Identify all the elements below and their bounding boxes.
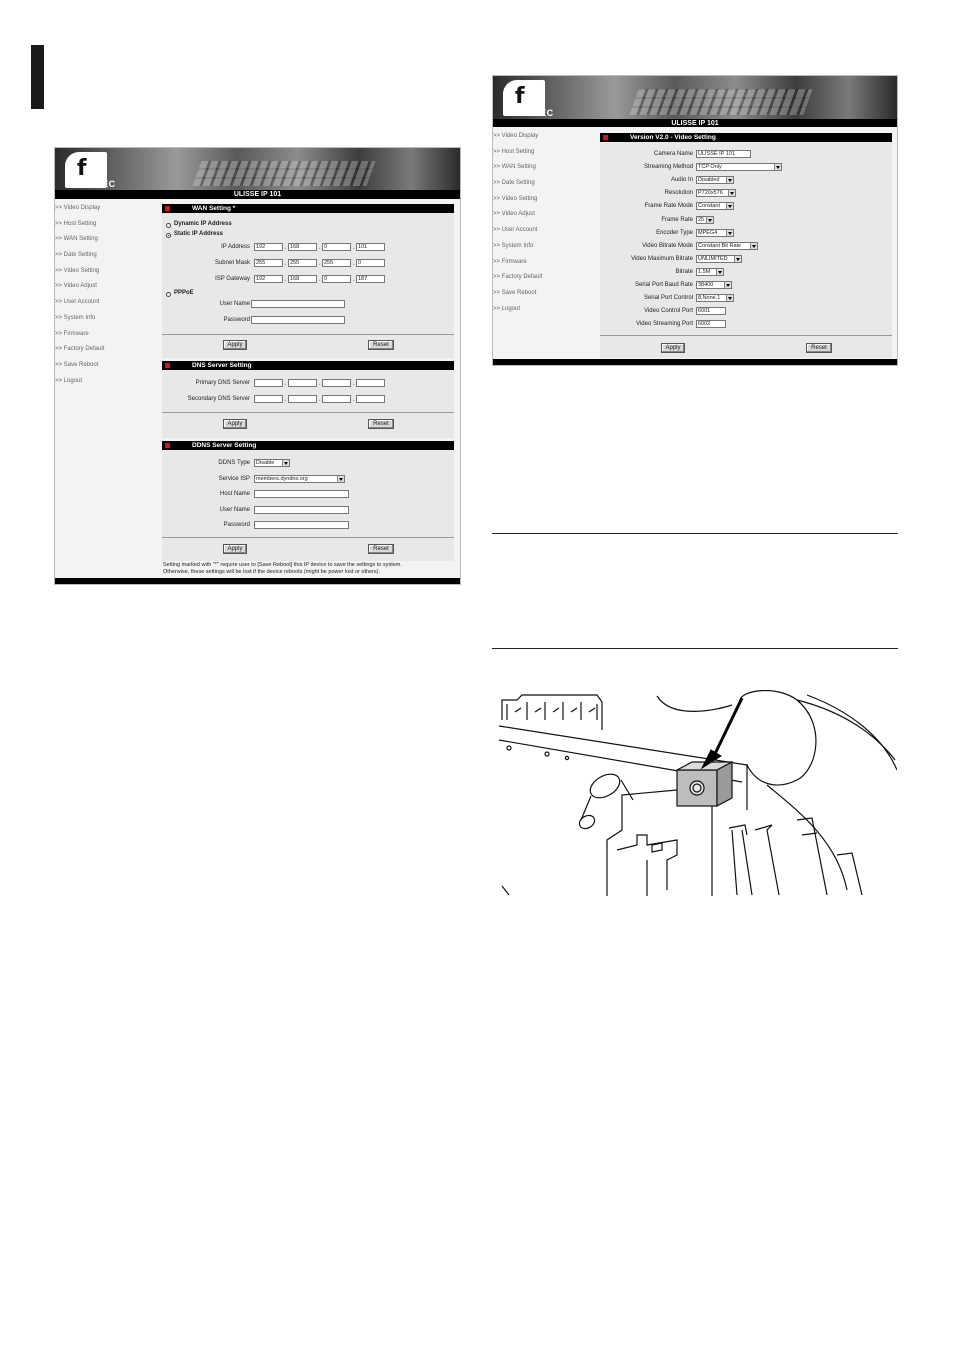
secondary-dns-2[interactable] <box>288 395 317 403</box>
ip-octet-3[interactable]: 0 <box>322 243 351 251</box>
ddns-apply-button[interactable]: Apply <box>223 544 247 554</box>
video-reset-button[interactable]: Reset <box>806 343 832 353</box>
secondary-dns-label: Secondary DNS Server <box>187 396 250 402</box>
dns-setting-panel: DNS Server Setting Primary DNS Server . . . Secondary DNS Server . . . Apply Reset <box>162 361 454 438</box>
service-isp-label: Service ISP <box>218 476 250 482</box>
wan-reset-button[interactable]: Reset <box>368 340 394 350</box>
bitrate-label: Bitrate <box>675 268 693 275</box>
ddns-pass-label: Password <box>223 522 250 528</box>
nav-user-account[interactable]: >> User Account <box>493 227 538 234</box>
ddns-host-input[interactable] <box>254 490 349 498</box>
footer-bar <box>55 578 460 585</box>
reset-button-illustration <box>497 690 897 896</box>
primary-dns-4[interactable] <box>356 379 385 387</box>
video-maximum-bitrate-select[interactable]: UNLIMITED <box>696 255 742 263</box>
isp-gateway-label: ISP Gateway <box>215 276 250 282</box>
mask-octet-4[interactable]: 0 <box>356 259 385 267</box>
primary-dns-2[interactable] <box>288 379 317 387</box>
page-section-marker <box>31 45 44 109</box>
ip-address-label: IP Address <box>221 244 250 250</box>
video-control-port-input[interactable]: 6001 <box>696 307 726 315</box>
pppoe-user-input[interactable] <box>251 300 345 308</box>
ddns-type-label: DDNS Type <box>218 460 250 466</box>
video-bitrate-mode-select[interactable]: Constant Bit Rate <box>696 242 758 250</box>
video-setting-panel <box>600 133 892 358</box>
sidebar-nav <box>493 129 597 317</box>
nav-video-adjust[interactable]: >> Video Adjust <box>55 283 97 290</box>
nav-video-setting[interactable]: >> Video Setting <box>493 195 538 202</box>
bitrate-select[interactable]: 1.5M <box>696 268 724 276</box>
video-control-port-label: Video Control Port <box>644 308 693 315</box>
nav-logout[interactable]: >> Logout <box>493 305 521 312</box>
gw-octet-4[interactable]: 187 <box>356 275 385 283</box>
gw-octet-3[interactable]: 0 <box>322 275 351 283</box>
logo-text: VIDEOTEC <box>67 179 116 189</box>
frame-rate-mode-select[interactable]: Constant <box>696 202 734 210</box>
static-ip-radio[interactable] <box>166 233 171 238</box>
nav-firmware[interactable]: >> Firmware <box>55 330 89 337</box>
secondary-dns-1[interactable] <box>254 395 283 403</box>
camera-name-label: Camera Name <box>653 151 693 157</box>
nav-system-info[interactable]: >> System Info <box>55 314 96 321</box>
dns-reset-button[interactable]: Reset <box>368 419 394 429</box>
nav-save-reboot[interactable]: >> Save Reboot <box>493 289 537 296</box>
ddns-pass-input[interactable] <box>254 521 349 529</box>
video-streaming-port-input[interactable]: 6002 <box>696 320 726 328</box>
video-apply-button[interactable]: Apply <box>661 343 685 353</box>
wan-settings-screenshot <box>54 147 461 585</box>
pppoe-user-label: User Name <box>219 301 250 307</box>
frame-rate-select[interactable]: 25 <box>696 216 714 224</box>
gw-octet-2[interactable]: 168 <box>288 275 317 283</box>
nav-logout[interactable]: >> Logout <box>55 377 83 384</box>
mask-octet-3[interactable]: 255 <box>322 259 351 267</box>
nav-factory-default[interactable]: >> Factory Default <box>55 346 105 353</box>
video-bitrate-mode-label: Video Bitrate Mode <box>642 242 693 249</box>
nav-factory-default[interactable]: >> Factory Default <box>493 274 543 281</box>
nav-firmware[interactable]: >> Firmware <box>493 258 527 265</box>
device-line-drawing <box>497 690 897 896</box>
nav-video-adjust[interactable]: >> Video Adjust <box>493 211 535 218</box>
serial-port-control-label: Serial Port Control <box>643 295 693 302</box>
dynamic-ip-label: Dynamic IP Address <box>174 221 232 227</box>
video-settings-screenshot <box>492 75 898 366</box>
streaming-method-label: Streaming Method <box>643 164 693 171</box>
wan-heading: WAN Setting * <box>162 204 454 213</box>
static-ip-label: Static IP Address <box>174 231 224 237</box>
resolution-select[interactable]: P720x576 <box>696 189 736 197</box>
separator-line <box>492 533 898 534</box>
serial-port-baud-rate-select[interactable]: 38400 <box>696 281 732 289</box>
ddns-setting-panel <box>162 441 454 561</box>
header-banner <box>55 148 460 190</box>
audio-in-select[interactable]: Disabled <box>696 176 734 184</box>
ddns-reset-button[interactable]: Reset <box>368 544 394 554</box>
video-streaming-port-label: Video Streaming Port <box>636 321 693 328</box>
secondary-dns-3[interactable] <box>322 395 351 403</box>
sidebar-nav <box>55 201 159 389</box>
video-maximum-bitrate-label: Video Maximum Bitrate <box>631 255 693 262</box>
header-banner <box>493 76 897 119</box>
videotec-logo: f <box>503 80 545 116</box>
video-setting-heading: Version V2.0 - Video Setting <box>600 133 892 142</box>
pppoe-pass-input[interactable] <box>251 316 345 324</box>
frame-rate-label: Frame Rate <box>661 216 693 223</box>
nav-wan-setting[interactable]: >> WAN Setting <box>493 164 536 171</box>
nav-video-display[interactable]: >> Video Display <box>55 205 101 211</box>
nav-date-setting[interactable]: >> Date Setting <box>493 180 535 187</box>
serial-port-control-select[interactable]: 8,None,1 <box>696 294 734 302</box>
gw-octet-1[interactable]: 192 <box>254 275 283 283</box>
ddns-heading: DDNS Server Setting <box>162 441 454 450</box>
ip-octet-2[interactable]: 168 <box>288 243 317 251</box>
pppoe-pass-label: Password <box>223 317 250 323</box>
encoder-type-select[interactable]: MPEG4 <box>696 229 734 237</box>
nav-host-setting[interactable]: >> Host Setting <box>493 148 535 155</box>
dns-apply-button[interactable]: Apply <box>223 419 247 429</box>
nav-user-account[interactable]: >> User Account <box>55 299 100 306</box>
videotec-logo: f <box>65 152 107 188</box>
wan-apply-button[interactable]: Apply <box>223 340 247 350</box>
ip-octet-4[interactable]: 101 <box>356 243 385 251</box>
ddns-type-select[interactable]: Disable <box>254 459 290 467</box>
nav-video-display[interactable]: >> Video Display <box>493 133 539 139</box>
ip-octet-1[interactable]: 192 <box>254 243 283 251</box>
nav-host-setting[interactable]: >> Host Setting <box>55 220 97 227</box>
wan-setting-panel: WAN Setting * Dynamic IP Address Static IP Address IP Address 192 . 168 . 0 . 101 Subnet Mask 255 . 255 . 255 . 0 ISP Gateway 192 . 168 . 0 . 187 PPPoE User Name Password Apply Reset <box>162 204 454 358</box>
save-reboot-note: Setting marked with "*" require user to [Save Reboot] this IP device to save the settings to system. Otherwise, these settings will be lost if the device reboots (might be power lost or others). <box>163 562 402 575</box>
nav-system-info[interactable]: >> System Info <box>493 242 534 249</box>
primary-dns-label: Primary DNS Server <box>195 380 250 386</box>
audio-in-label: Audio In <box>670 177 693 184</box>
pppoe-label: PPPoE <box>174 290 194 296</box>
nav-wan-setting[interactable]: >> WAN Setting <box>55 236 98 243</box>
device-title-bar: ULISSE IP 101 <box>55 190 460 199</box>
separator-line <box>492 648 898 649</box>
encoder-type-label: Encoder Type <box>656 229 693 236</box>
dns-heading: DNS Server Setting <box>162 361 454 370</box>
mask-octet-1[interactable]: 255 <box>254 259 283 267</box>
logo-text: VIDEOTEC <box>505 108 554 118</box>
nav-date-setting[interactable]: >> Date Setting <box>55 252 97 259</box>
subnet-mask-label: Subnet Mask <box>214 260 250 266</box>
ddns-user-input[interactable] <box>254 506 349 514</box>
secondary-dns-4[interactable] <box>356 395 385 403</box>
serial-port-baud-rate-label: Serial Port Baud Rate <box>634 282 693 288</box>
primary-dns-3[interactable] <box>322 379 351 387</box>
resolution-label: Resolution <box>664 190 693 197</box>
primary-dns-1[interactable] <box>254 379 283 387</box>
pppoe-radio[interactable] <box>166 292 171 297</box>
streaming-method-select[interactable]: TCP Only <box>696 163 782 171</box>
service-isp-select[interactable]: members.dyndns.org <box>254 475 345 483</box>
device-title-bar: ULISSE IP 101 <box>493 119 897 127</box>
camera-name-input[interactable]: ULISSE IP 101 <box>696 150 751 158</box>
frame-rate-mode-label: Frame Rate Mode <box>644 203 693 210</box>
mask-octet-2[interactable]: 255 <box>288 259 317 267</box>
nav-save-reboot[interactable]: >> Save Reboot <box>55 361 99 368</box>
ddns-user-label: User Name <box>219 507 250 513</box>
dynamic-ip-radio[interactable] <box>166 223 171 228</box>
footer-bar <box>493 359 897 366</box>
ddns-host-label: Host Name <box>219 491 250 497</box>
nav-video-setting[interactable]: >> Video Setting <box>55 267 100 274</box>
